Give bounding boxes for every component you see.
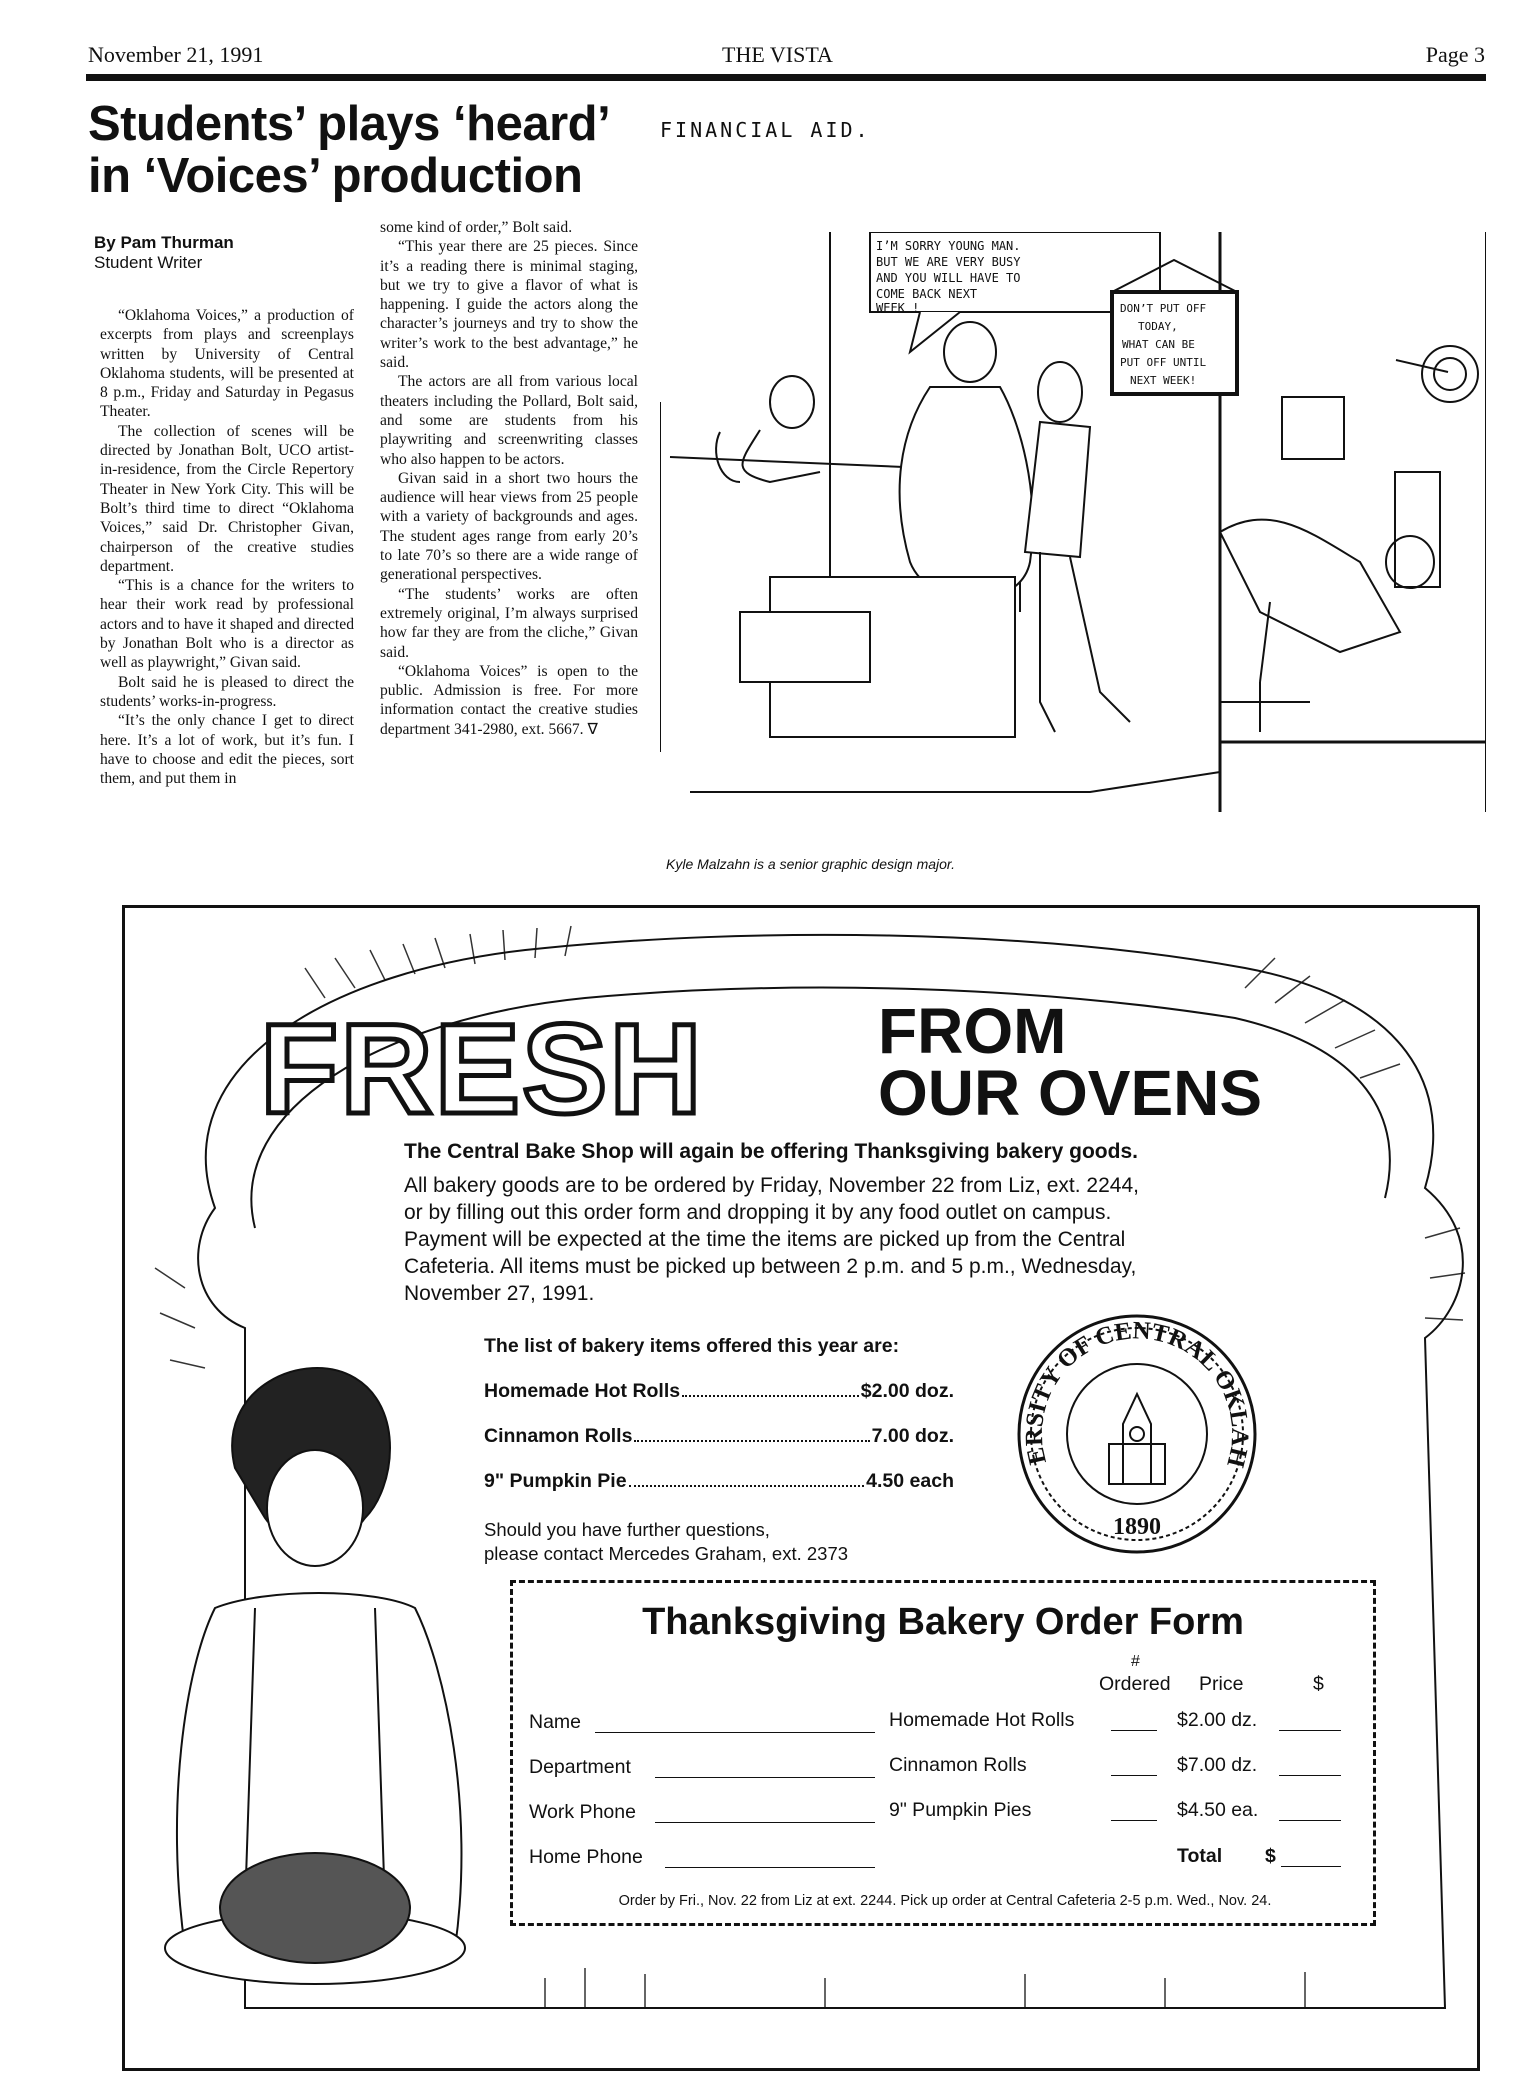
headline-line-2: in ‘Voices’ production (88, 149, 583, 203)
order-item-hot-rolls: Homemade Hot Rolls (889, 1709, 1075, 1731)
header-number-sign: # (1131, 1653, 1140, 1670)
ad-intro-line: or by filling out this order form and dropping it by any food outlet on campus. (404, 1201, 1112, 1224)
speech-line: WEEK ! (876, 301, 920, 315)
article-paragraph: “This is a chance for the writers to hear their work read by professional actors and to have it shaped and directed by Jonathan Bolt who is a director as well as playwright,” Givan said. (100, 577, 354, 672)
bakery-item (484, 1470, 954, 1493)
field-label-home-phone: Home Phone (529, 1846, 643, 1868)
article-headline (88, 98, 648, 202)
ad-contact-line: please contact Mercedes Graham, ext. 2373 (484, 1543, 849, 1564)
order-price-cinnamon-rolls: $7.00 dz. (1177, 1754, 1258, 1776)
university-seal (1019, 1316, 1255, 1552)
ad-intro-text (404, 1172, 1254, 1307)
cartoon-handwritten-title: FINANCIAL AID. (660, 118, 871, 142)
article-paragraph: “Oklahoma Voices,” a production of excerpts from plays and screenplays written by University of Central Oklahoma students, will be presented at 8 p.m., Friday and Saturday in Pegasus Theater. (100, 307, 354, 421)
seal-text: ERSITY OF CENTRAL OKLAH (1020, 1317, 1254, 1470)
sign-line: NEXT WEEK! (1130, 374, 1197, 387)
header-price: Price (1199, 1673, 1244, 1695)
bakery-item-name: Homemade Hot Rolls (484, 1380, 681, 1402)
bakery-item-name: 9" Pumpkin Pie (484, 1470, 627, 1492)
byline (94, 233, 234, 273)
speech-line: I’M SORRY YOUNG MAN. (876, 239, 1021, 253)
order-price-pumpkin-pies: $4.50 ea. (1177, 1799, 1259, 1821)
article-paragraph: Givan said in a short two hours the audience will hear views from 25 people with a variety of backgrounds and ages. The student ages range from early 20’s to late 70’s so there are a wide range of generational perspectives. (380, 469, 638, 584)
pumpkin-pies-amount-field[interactable] (1279, 1819, 1341, 1821)
order-price-hot-rolls: $2.00 dz. (1177, 1709, 1258, 1731)
article-paragraph: The collection of scenes will be directed by Jonathan Bolt, UCO artist-in-residence, from the Circle Repertory Theater in New York City. This will be Bolt’s third time to direct “Oklahoma Voices,” said Dr. Christopher Givan, chairperson of the creative studies department. (100, 422, 354, 575)
sign-line: PUT OFF UNTIL (1120, 356, 1207, 369)
hot-rolls-quantity-field[interactable] (1111, 1729, 1157, 1731)
department-field[interactable] (655, 1776, 875, 1778)
ad-contact-line: Should you have further questions, (484, 1519, 770, 1540)
order-form (510, 1580, 1376, 1926)
order-form-footer: Order by Fri., Nov. 22 from Liz at ext. 2244. Pick up order at Central Cafeteria 2-5 p.m. Wed., Nov. 24. (618, 1893, 1272, 1909)
speech-line: BUT WE ARE VERY BUSY (876, 255, 1021, 269)
bakery-item-price: $2.00 doz. (860, 1380, 954, 1402)
paper-name: THE VISTA (722, 42, 833, 67)
masthead-rule (86, 74, 1486, 81)
bakery-item-price: 7.00 doz. (871, 1425, 954, 1447)
ad-headline-from-our-ovens (878, 995, 1263, 1129)
field-label-work-phone: Work Phone (529, 1801, 636, 1823)
field-label-department: Department (529, 1756, 631, 1778)
bakery-item-price: 4.50 each (866, 1470, 954, 1492)
bakery-item (484, 1425, 954, 1448)
article-column-1 (100, 306, 354, 788)
header-ordered: Ordered (1099, 1673, 1171, 1695)
article-paragraph: some kind of order,” Bolt said. (380, 219, 573, 236)
ad-intro-line: All bakery goods are to be ordered by Friday, November 22 from Liz, ext. 2244, (404, 1174, 1139, 1197)
speech-line: COME BACK NEXT (876, 287, 978, 301)
cinnamon-rolls-amount-field[interactable] (1279, 1774, 1341, 1776)
sign-line: DON’T PUT OFF (1120, 302, 1207, 315)
editorial-cartoon (660, 232, 1486, 812)
header-dollar: $ (1313, 1673, 1324, 1695)
article-column-2 (380, 218, 638, 739)
field-label-name: Name (529, 1711, 582, 1733)
pumpkin-pies-quantity-field[interactable] (1111, 1819, 1157, 1821)
home-phone-field[interactable] (665, 1866, 875, 1868)
ad-intro-line: November 27, 1991. (404, 1282, 595, 1305)
bakery-item (484, 1380, 954, 1403)
total-amount-field[interactable] (1281, 1865, 1341, 1867)
hot-rolls-amount-field[interactable] (1279, 1729, 1341, 1731)
article-paragraph: “Oklahoma Voices” is open to the public. Admission is free. For more information contact the creative studies department 341-2980, ext. 5667. ∇ (380, 662, 638, 738)
work-phone-field[interactable] (655, 1821, 875, 1823)
order-form-title: Thanksgiving Bakery Order Form (642, 1601, 1244, 1643)
bakery-item-name: Cinnamon Rolls (484, 1425, 633, 1447)
ad-intro-line: Payment will be expected at the time the items are picked up from the Central (404, 1228, 1126, 1251)
byline-role: Student Writer (94, 253, 203, 272)
cinnamon-rolls-quantity-field[interactable] (1111, 1774, 1157, 1776)
total-label: Total (1177, 1845, 1223, 1867)
sign-line: TODAY, (1138, 320, 1178, 333)
ad-headline-fresh: FRESH (260, 998, 704, 1141)
sign-line: WHAT CAN BE (1122, 338, 1195, 351)
bakery-list-title: The list of bakery items offered this year are: (484, 1335, 900, 1357)
speech-line: AND YOU WILL HAVE TO (876, 271, 1021, 285)
ad-headline-ovens: OUR OVENS (878, 1057, 1263, 1129)
article-paragraph: “The students’ works are often extremely original, I’m always surprised how far they are from the cliche,” Givan said. (380, 585, 638, 661)
name-field[interactable] (595, 1731, 875, 1733)
page-number: Page 3 (1425, 42, 1485, 67)
article-paragraph: “This year there are 25 pieces. Since it’s a reading there is minimal staging, but we try to give a flavor of what is happening. I guide the actors along the character’s journeys and try to show the writer’s work to the best advantage,” he said. (380, 238, 638, 372)
headline-line-1: Students’ plays ‘heard’ (88, 97, 611, 151)
order-item-pumpkin-pies: 9" Pumpkin Pies (889, 1799, 1032, 1821)
order-item-cinnamon-rolls: Cinnamon Rolls (889, 1754, 1027, 1776)
article-paragraph: “It’s the only chance I get to direct here. It’s a lot of work, but it’s fun. I have to choose and edit the pieces, sort them, and put them in (100, 712, 354, 788)
byline-name: By Pam Thurman (94, 233, 234, 252)
ad-intro-line: Cafeteria. All items must be picked up between 2 p.m. and 5 p.m., Wednesday, (404, 1255, 1137, 1278)
total-dollar-sign: $ (1265, 1845, 1276, 1867)
ad-contact-text (484, 1518, 964, 1566)
article-paragraph: Bolt said he is pleased to direct the students’ works-in-progress. (100, 673, 354, 710)
seal-year: 1890 (1113, 1514, 1161, 1540)
cartoon-caption: Kyle Malzahn is a senior graphic design major. (666, 856, 955, 872)
ad-headline-from: FROM (878, 995, 1067, 1067)
article-paragraph: The actors are all from various local theaters including the Pollard, Bolt said, and some are students from his playwriting and screenwriting classes who also happen to be actors. (380, 373, 638, 468)
ad-intro-headline: The Central Bake Shop will again be offering Thanksgiving bakery goods. (404, 1140, 1138, 1163)
issue-date: November 21, 1991 (88, 42, 264, 67)
